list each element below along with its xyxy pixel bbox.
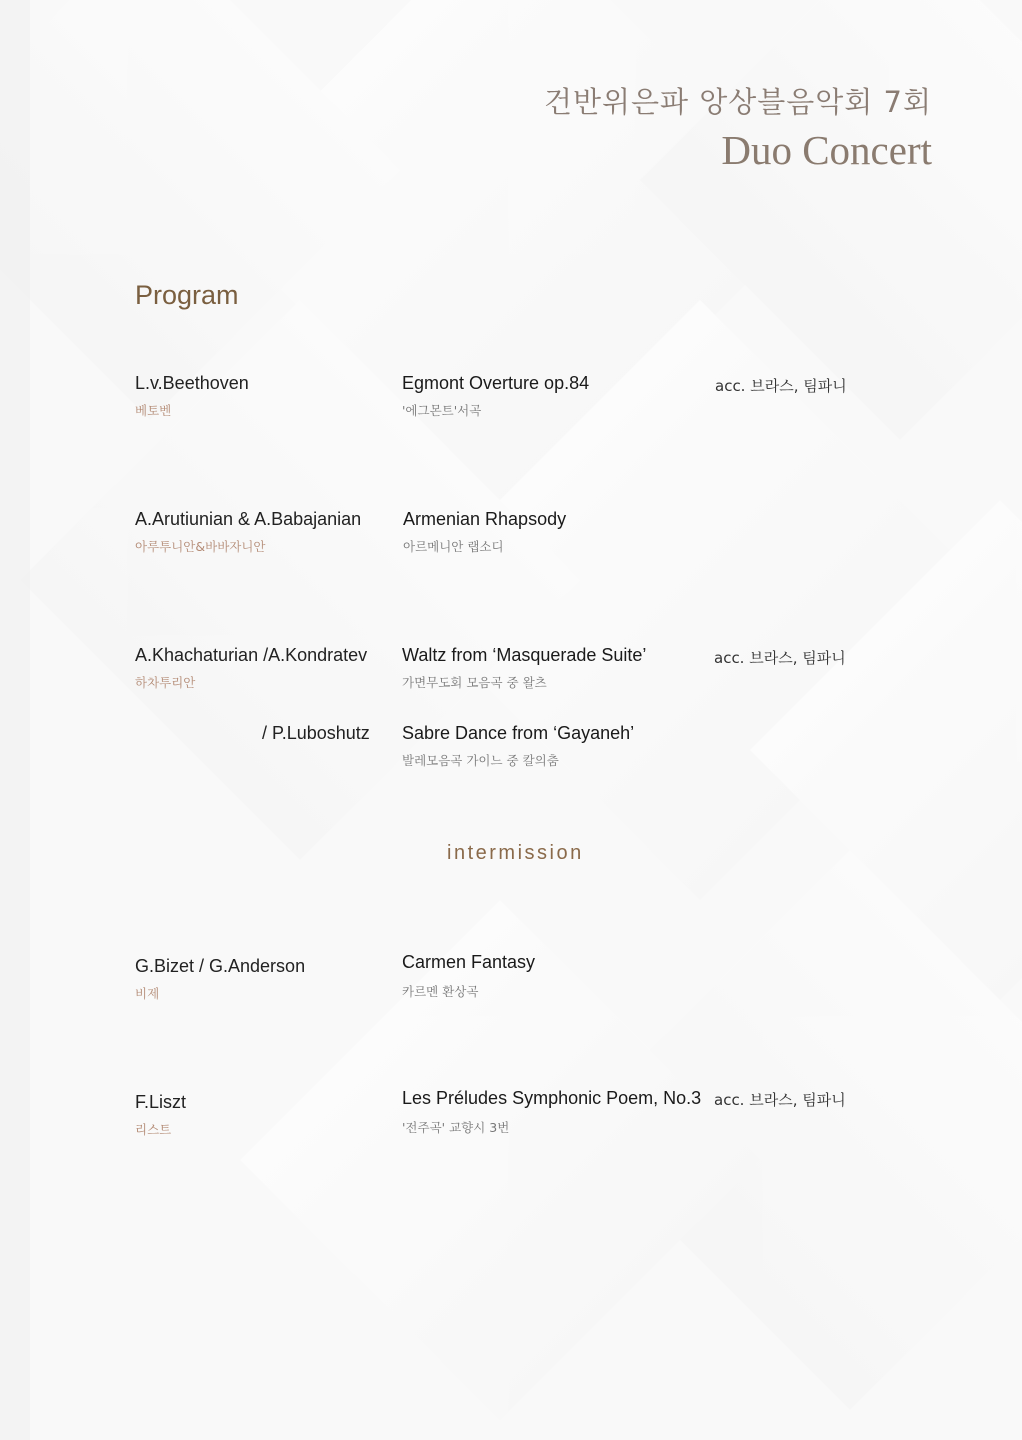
- work-title-korean: '에그몬트'서곡: [402, 403, 482, 418]
- work-title-korean: 가면무도회 모음곡 중 왈츠: [402, 675, 547, 690]
- concert-title-english: Duo Concert: [721, 127, 932, 173]
- composer-name-korean: 아루투니안&바바자니안: [135, 539, 266, 554]
- work-title: Waltz from ‘Masquerade Suite’: [402, 645, 647, 665]
- composer-name-korean: 하차투리안: [135, 675, 196, 690]
- work-title-korean: 아르메니안 랩소디: [403, 539, 504, 554]
- work-title: Les Préludes Symphonic Poem, No.3: [402, 1088, 702, 1108]
- accompaniment-note: acc. 브라스, 팀파니: [714, 649, 846, 667]
- work-title: Egmont Overture op.84: [402, 373, 590, 393]
- composer-name-korean: 비제: [135, 986, 160, 1001]
- work-title: Sabre Dance from ‘Gayaneh’: [402, 723, 635, 743]
- accompaniment-note: acc. 브라스, 팀파니: [715, 377, 847, 395]
- composer-name: L.v.Beethoven: [135, 373, 249, 393]
- composer-name-korean: 리스트: [135, 1122, 172, 1137]
- work-title: Carmen Fantasy: [402, 952, 536, 972]
- work-title-korean: 발레모음곡 가이느 중 칼의춤: [402, 753, 559, 768]
- intermission-label: intermission: [447, 842, 584, 864]
- composer-name: A.Khachaturian /A.Kondratev: [135, 645, 368, 665]
- composer-name: F.Liszt: [135, 1092, 187, 1112]
- work-title: Armenian Rhapsody: [403, 509, 567, 529]
- concert-title-korean: 건반위은파 앙상블음악회 7회: [543, 85, 932, 119]
- work-title-korean: '전주곡' 교향시 3번: [402, 1120, 510, 1135]
- composer-name: / P.Luboshutz: [262, 723, 370, 743]
- composer-name: A.Arutiunian & A.Babajanian: [135, 509, 362, 529]
- program-heading: Program: [135, 280, 239, 310]
- work-title-korean: 카르멘 환상곡: [402, 984, 479, 999]
- composer-name: G.Bizet / G.Anderson: [135, 956, 306, 976]
- accompaniment-note: acc. 브라스, 팀파니: [714, 1091, 846, 1109]
- composer-name-korean: 베토벤: [135, 403, 172, 418]
